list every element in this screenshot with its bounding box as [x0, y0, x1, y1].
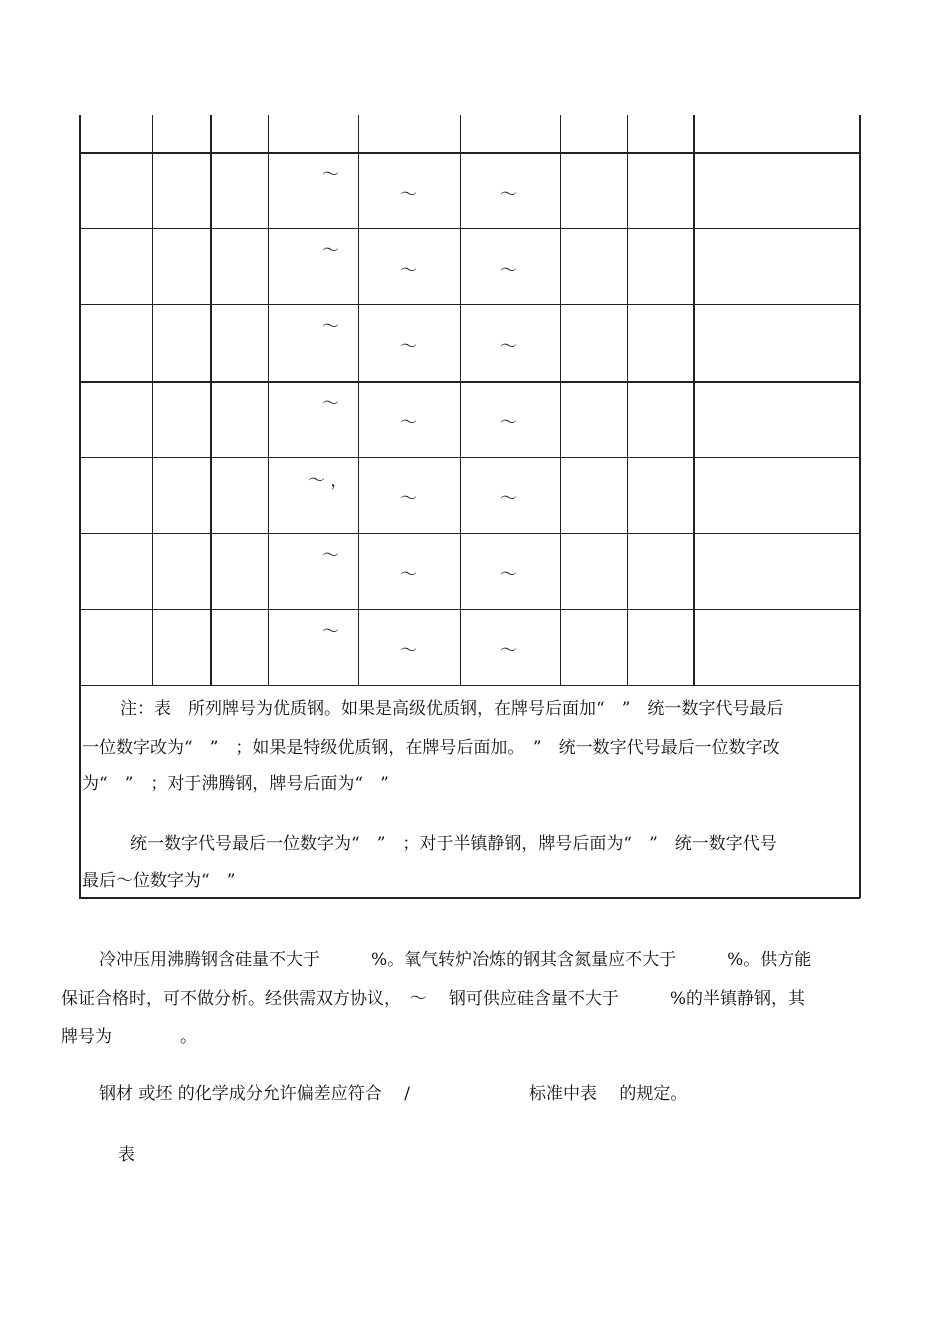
range-cell: ～: [500, 565, 517, 585]
note-line: 注：表 所列牌号为优质钢。如果是高级优质钢，在牌号后面加“ ” 统一数字代号最后: [120, 699, 784, 719]
range-cell: ～: [500, 337, 517, 357]
range-cell: ～: [322, 317, 339, 337]
table-border-left: [79, 115, 81, 898]
table-caption: 表: [118, 1145, 135, 1165]
range-cell: ～: [400, 565, 417, 585]
note-line: 一位数字改为“ ” ；如果是特级优质钢，在牌号后面加。 ” 统一数字代号最后一位数字改: [82, 738, 780, 758]
table-row-divider: [79, 609, 860, 610]
table-col-divider: [560, 115, 561, 685]
note-line: 最后～位数字为“ ”: [82, 871, 236, 891]
range-cell: ～ ，: [308, 471, 348, 491]
note-line: 为“ ” ；对于沸腾钢，牌号后面为“ ”: [82, 774, 389, 794]
range-cell: ～: [500, 261, 517, 281]
table-col-divider: [358, 115, 359, 685]
table-border-bottom: [79, 897, 860, 899]
range-cell: ～: [322, 546, 339, 566]
table-row-divider: [79, 152, 860, 154]
table-row-divider: [79, 304, 860, 305]
paragraph-silicon-nitrogen-cont: 牌号为 。: [61, 1027, 197, 1047]
table-row-divider: [79, 533, 860, 534]
range-cell: ～: [500, 489, 517, 509]
paragraph-silicon-nitrogen-cont: 保证合格时，可不做分析。经供需双方协议， ～ 钢可供应硅含量不大于 %的半镇静钢，其: [61, 989, 806, 1009]
paragraph-silicon-nitrogen: 冷冲压用沸腾钢含硅量不大于 %。氧气转炉冶炼的钢其含氮量应不大于 %。供方能: [99, 950, 812, 970]
table-row-divider: [79, 685, 860, 686]
range-cell: ～: [400, 641, 417, 661]
range-cell: ～: [322, 165, 339, 185]
note-line: 统一数字代号最后一位数字为“ ” ；对于半镇静钢，牌号后面为“ ” 统一数字代号: [130, 834, 777, 854]
table-col-divider: [627, 115, 628, 685]
range-cell: ～: [500, 185, 517, 205]
paragraph-tolerance: 钢材 或坯 的化学成分允许偏差应符合 / 标准中表 的规定。: [99, 1084, 688, 1104]
table-row-divider: [79, 228, 860, 229]
table-col-divider: [693, 115, 695, 685]
range-cell: ～: [500, 641, 517, 661]
range-cell: ～: [322, 394, 339, 414]
range-cell: ～: [400, 185, 417, 205]
table-row-divider: [79, 381, 860, 383]
table-col-divider: [460, 115, 461, 685]
range-cell: ～: [400, 413, 417, 433]
range-cell: ～: [322, 241, 339, 261]
table-col-divider: [268, 115, 269, 685]
range-cell: ～: [500, 413, 517, 433]
table-col-divider: [152, 115, 153, 685]
range-cell: ～: [322, 622, 339, 642]
range-cell: ～: [400, 337, 417, 357]
table-row-divider: [79, 457, 860, 458]
range-cell: ～: [400, 261, 417, 281]
table-border-right: [859, 115, 861, 898]
range-cell: ～: [400, 489, 417, 509]
table-col-divider: [210, 115, 212, 685]
